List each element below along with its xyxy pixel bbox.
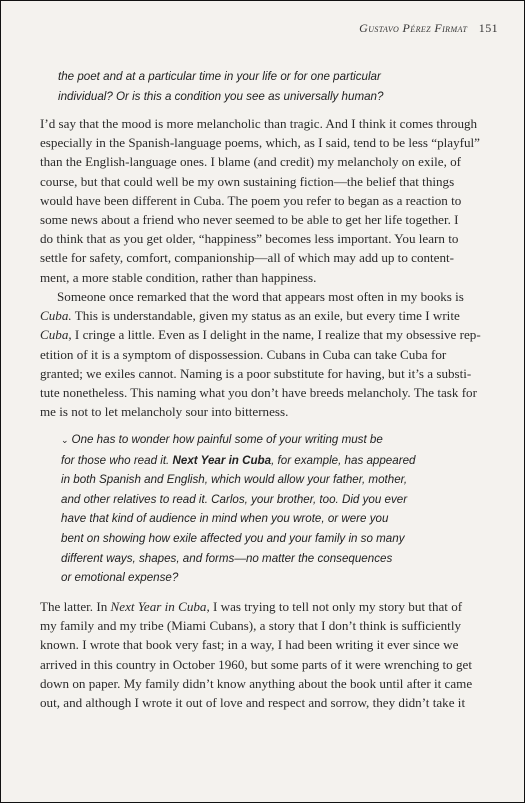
page-number: 151: [478, 21, 498, 35]
question-1-line: individual? Or is this a condition you see as universally human?: [58, 89, 384, 103]
answer-1-line: ment, a more stable condition, rather than happiness.: [40, 269, 317, 285]
question-2-line: in both Spanish and English, which would allow your father, mother,: [61, 473, 408, 487]
answer-2-line-text: I cringe a little. Even as I delight in the name, I realize that my obsessive rep-: [71, 327, 481, 343]
answer-2-line: me is not to let melancholy sour into bitterness.: [40, 404, 289, 420]
answer-3-line: known. I wrote that book very fast; in a way, I had been writing it ever since we: [40, 637, 459, 653]
answer-3-line: out, and although I wrote it out of love and respect and sorrow, they didn’t take it: [40, 695, 466, 711]
answer-1-line: I’d say that the mood is more melancholic than tragic. And I think it comes through: [40, 116, 478, 131]
question-2: [61, 430, 415, 588]
answer-3-line: arrived in this country in October 1960, but some parts of it were wrenching to get: [40, 656, 472, 672]
answer-1-line: some news about a friend who never seemed to be able to get her life together. I: [40, 212, 459, 228]
answer-3-line-text: I was trying to tell not only my story but that of: [209, 599, 463, 614]
answer-1: [40, 114, 480, 287]
running-head-author: Gustavo Pérez Firmat: [359, 21, 468, 35]
question-2-line: or emotional expense?: [61, 571, 179, 585]
question-2-line: bent on showing how exile affected you and your family in so many: [61, 531, 405, 545]
answer-2-line-text: This is understandable, given my status as an exile, but every time I write: [71, 308, 460, 324]
question-2-line: different ways, shapes, and forms—no matter the consequences: [61, 551, 393, 565]
question-2-line: [61, 430, 415, 451]
question-2-line: have that kind of audience in mind when you wrote, or were you: [61, 512, 389, 526]
answer-1-line: settle for safety, comfort, companionship—all of which may add up to content-: [40, 250, 455, 266]
answer-3-line: [40, 597, 472, 616]
italic-cuba: Cuba,: [40, 327, 72, 343]
question-2-line-text: , for example, has appeared: [271, 453, 416, 467]
answer-2-line: etition of it is a symptom of dispossession. Cubans in Cuba can take Cuba for: [40, 346, 447, 362]
answer-2-line: [40, 325, 481, 344]
italic-cuba: Cuba.: [40, 308, 72, 324]
running-head: [359, 21, 498, 36]
question-2-line: and other relatives to read it. Carlos, your brother, too. Did you ever: [61, 492, 408, 506]
answer-2: [40, 287, 481, 421]
answer-2-line: Someone once remarked that the word that appears most often in my books is: [57, 289, 464, 304]
italic-book-title: Next Year in Cuba,: [110, 599, 210, 614]
answer-1-line: than the English-language ones. I blame (and credit) my melancholy on exile, of: [40, 154, 462, 170]
answer-3-line-text: The latter. In: [40, 599, 111, 614]
answer-2-line: granted; we exiles cannot. Naming is a poor substitute for having, but it’s a substi-: [40, 365, 472, 381]
answer-1-line: course, but that could well be my own sustaining fiction—the belief that things: [40, 173, 455, 189]
question-1-line: the poet and at a particular time in your life or for one particular: [58, 70, 381, 83]
question-2-line-text: for those who read it.: [61, 453, 173, 467]
question-2-line-text: One has to wonder how painful some of your writing must be: [71, 433, 383, 446]
answer-3-line: down on paper. My family didn’t know anything about the book until after it came: [40, 675, 473, 691]
answer-2-line: [40, 306, 481, 325]
question-1: [58, 67, 383, 106]
question-marker-icon: ⌄: [61, 435, 69, 445]
answer-2-line: tute nonetheless. This naming what you don’t have breeds melancholy. The task for: [40, 385, 477, 401]
answer-1-line: do think that as you get older, “happiness” becomes less important. You learn to: [40, 231, 459, 247]
answer-1-line: would have been different in Cuba. The poem you refer to began as a reaction to: [40, 192, 462, 208]
book-title: Next Year in Cuba: [172, 453, 272, 467]
answer-3: [40, 597, 472, 712]
answer-3-line: my family and my tribe (Miami Cubans), a story that I don’t think is sufficiently: [40, 618, 462, 634]
answer-1-line: especially in the Spanish-language poems, which, as I said, tend to be less “playful”: [40, 135, 480, 151]
question-2-line: [61, 451, 415, 471]
